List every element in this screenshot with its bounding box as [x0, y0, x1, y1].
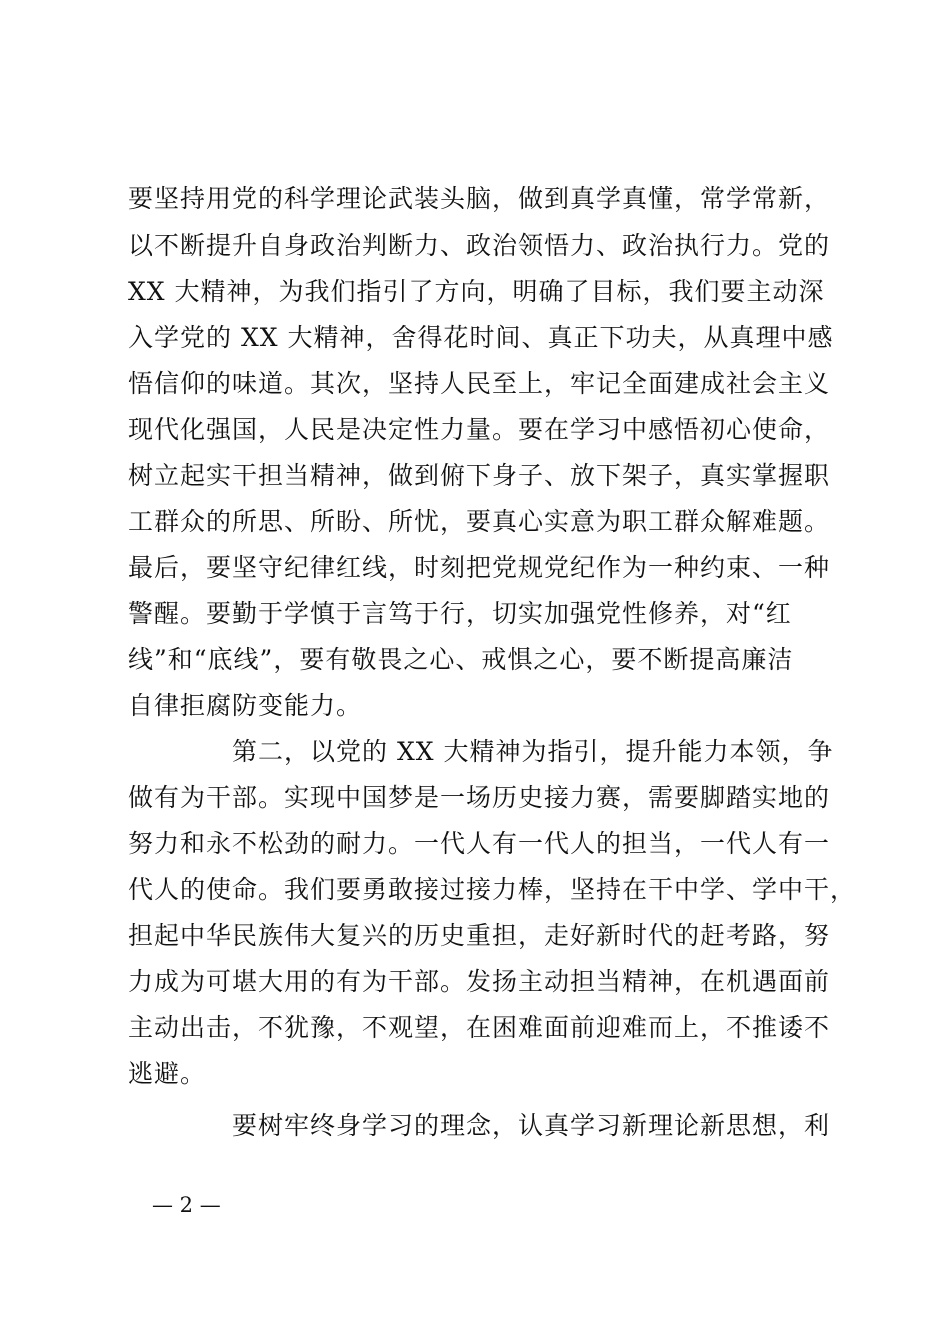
body-text-line: 悟信仰的味道。其次，坚持人民至上，牢记全面建成社会主义: [128, 369, 831, 398]
body-text-line: 入学党的 XX 大精神，舍得花时间、真正下功夫，从真理中感: [128, 323, 834, 352]
body-text-line: 工群众的所思、所盼、所忧，要真心实意为职工群众解难题。: [128, 507, 831, 536]
body-text-line: 主动出击，不犹豫，不观望，在困难面前迎难而上，不推诿不: [128, 1013, 831, 1042]
body-text-line: 最后，要坚守纪律红线，时刻把党规党纪作为一种约束、一种: [128, 553, 831, 582]
body-text-line: 逃避。: [128, 1059, 207, 1088]
body-text-line: 担起中华民族伟大复兴的历史重担，走好新时代的赶考路，努: [128, 921, 831, 950]
body-text-line: 树立起实干担当精神，做到俯下身子、放下架子，真实掌握职: [128, 461, 831, 490]
body-text-line: 要坚持用党的科学理论武装头脑，做到真学真懂，常学常新，: [128, 184, 831, 213]
body-text-line: 线”和“底线”，要有敬畏之心、戒惧之心，要不断提高廉洁: [128, 645, 794, 674]
body-text-line: XX 大精神，为我们指引了方向，明确了目标，我们要主动深: [128, 277, 825, 306]
body-text-line: 现代化强国，人民是决定性力量。要在学习中感悟初心使命，: [128, 415, 831, 444]
body-text-line: 以不断提升自身政治判断力、政治领悟力、政治执行力。党的: [128, 231, 831, 260]
body-text-line: 自律拒腐防变能力。: [128, 691, 363, 720]
body-text-line: 代人的使命。我们要勇敢接过接力棒，坚持在干中学、学中干，: [128, 875, 857, 904]
page-number: — 2 —: [152, 1193, 221, 1217]
body-text-line: 做有为干部。实现中国梦是一场历史接力赛，需要脚踏实地的: [128, 783, 831, 812]
body-text-line: 努力和永不松劲的耐力。一代人有一代人的担当，一代人有一: [128, 829, 831, 858]
paragraph-start-line: 要树牢终身学习的理念，认真学习新理论新思想，利: [232, 1111, 831, 1140]
body-text-line: 力成为可堪大用的有为干部。发扬主动担当精神，在机遇面前: [128, 967, 831, 996]
section-two-heading-line: 第二，以党的 XX 大精神为指引，提升能力本领，争: [232, 737, 834, 766]
body-text-line: 警醒。要勤于学慎于言笃于行，切实加强党性修养，对“红: [128, 599, 792, 628]
